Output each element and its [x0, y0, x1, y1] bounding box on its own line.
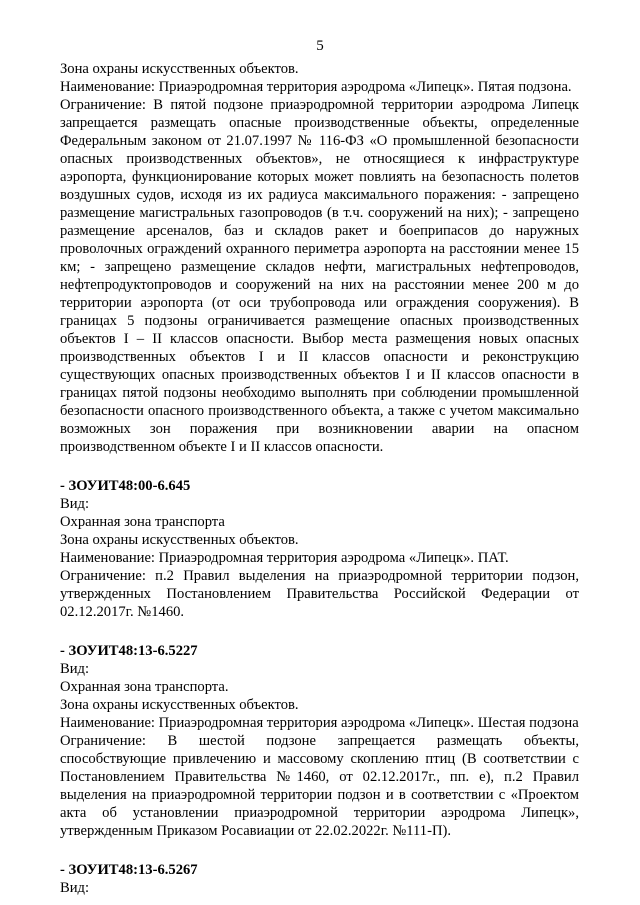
name-line: Наименование: Приаэродромная территория аэродрома «Липецк». Пятая подзона. [60, 79, 572, 95]
zone-entry [60, 861, 579, 897]
restriction-paragraph: Ограничение: п.2 Правил выделения на приаэродромной территории подзон, утвержденных Постановлением Правительства Российской Федерации от 02.12.2017г. №1460. [60, 568, 579, 620]
page-content [60, 60, 579, 897]
restriction-paragraph: Ограничение: В пятой подзоне приаэродромной территории аэродрома Липецк запрещается размещать опасные производственные объекты, определенные Федеральным законом от 21.07.1997 № 116-ФЗ «О промышленной безопасности опасных производственных объектов», не относящиеся к инфраструктуре аэропорта, функционирование которых может повлиять на безопасность полетов воздушных судов, исходя из их радиуса максимального поражения: - запрещено размещение магистральных газопроводов (в т.ч. сооружений на них); - запрещено размещение арсеналов, баз и складов ракет и боеприпасов до наружных проволочных ограждений охранного периметра аэропорта на расстоянии менее 15 км; - запрещено размещение складов нефти, магистральных нефтепроводов, нефтепродуктопроводов и сооружений на них на расстоянии менее 200 м до территории аэропорта (от оси трубопровода или ограждения сооружения). В границах 5 подзоны ограничивается размещение опасных производственных объектов I – II классов опасности. Выбор места размещения новых опасных производственных объектов I и II классов опасности и реконструкцию существующих опасных производственных объектов I и II классов опасности в границах пятой подзоны необходимо выполнять при соблюдении промышленной безопасности опасного производственного объекта, а также с учетом максимально возможных зон поражения при возникновении аварии на опасном производственном объекте I и II классов опасности. [60, 97, 579, 455]
name-line: Наименование: Приаэродромная территория аэродрома «Липецк». ПАТ. [60, 550, 509, 566]
zone-kind-line: Зона охраны искусственных объектов. [60, 532, 299, 548]
vid-label: Вид: [60, 496, 90, 512]
vid-label: Вид: [60, 880, 90, 896]
zone-type-line: Охранная зона транспорта [60, 514, 225, 530]
entry-code: - ЗОУИТ48:13-6.5267 [60, 862, 198, 878]
page-number: 5 [316, 38, 324, 54]
name-line: Наименование: Приаэродромная территория аэродрома «Липецк». Шестая подзона [60, 715, 579, 731]
entry-code: - ЗОУИТ48:00-6.645 [60, 478, 191, 494]
zone-kind-line: Зона охраны искусственных объектов. [60, 61, 299, 77]
zone-kind-line: Зона охраны искусственных объектов. [60, 697, 299, 713]
vid-label: Вид: [60, 661, 90, 677]
restriction-paragraph: Ограничение: В шестой подзоне запрещается размещать объекты, способствующие привлечению и массовому скоплению птиц (В соответствии с Постановлением Правительства №1460, от 02.12.2017г., пп. е), п.2 Правил выделения на приаэродромной территории подзон и в соответствии с «Проектом акта об установлении приаэродромной территории аэродрома Липецк», утвержденным Приказом Росавиации от 22.02.2022г. №111-П). [60, 733, 579, 839]
intro-section [60, 60, 579, 456]
zone-type-line: Охранная зона транспорта. [60, 679, 229, 695]
zone-entry [60, 642, 579, 840]
entry-code: - ЗОУИТ48:13-6.5227 [60, 643, 198, 659]
zone-entry [60, 477, 579, 621]
